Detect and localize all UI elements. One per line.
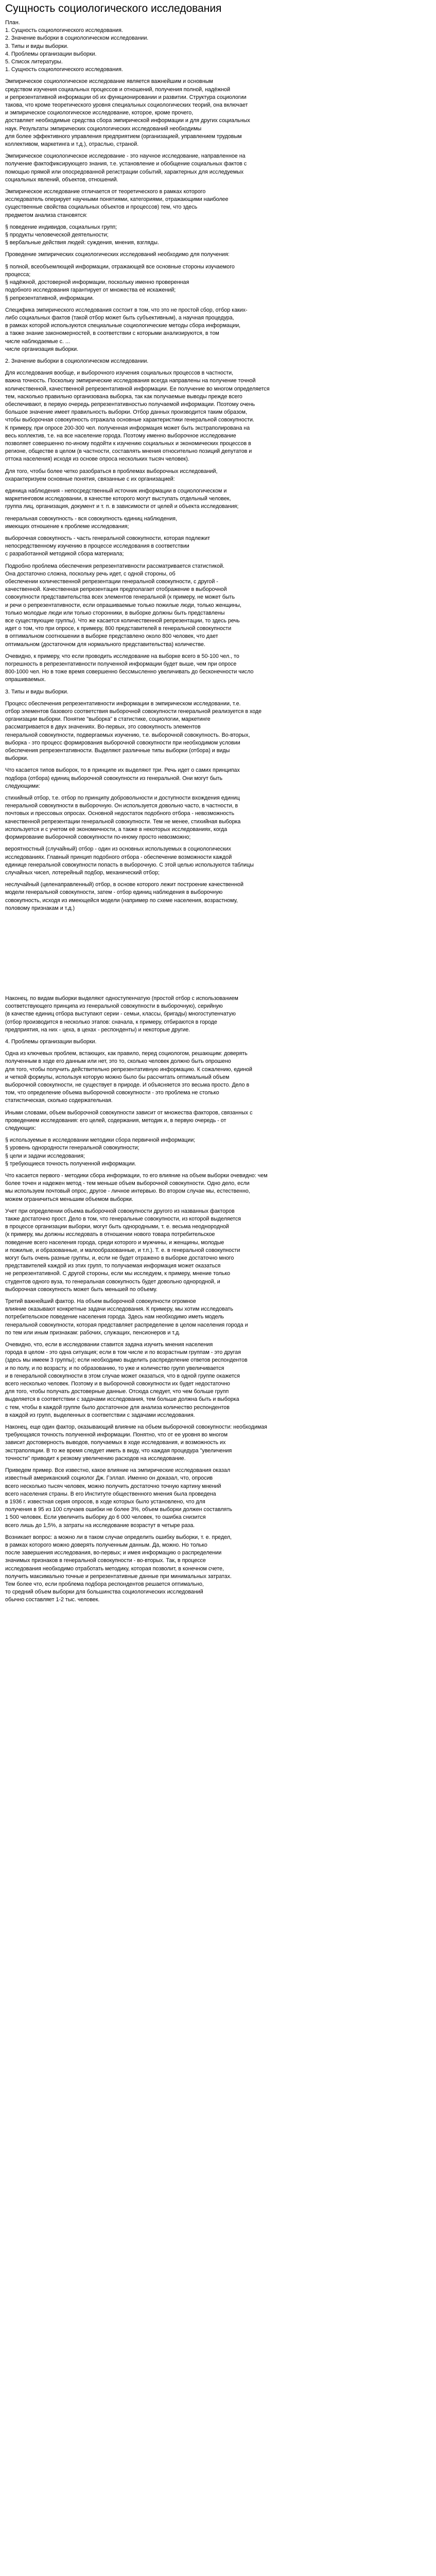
text-line: важна точность. Поскольку эмпирические исследования всегда направлены на получение точной xyxy=(5,378,256,384)
text-line: неслучайный (целенаправленный) отбор, в основе которого лежит построение качественной xyxy=(5,882,243,888)
text-line: могут быть очень разные группы, и, если не будет отражено в выборке достаточно много xyxy=(5,1255,234,1262)
text-line: выборочная совокупность может быть меньшей по объему. xyxy=(5,1286,158,1293)
text-line: города в целом - это одна ситуация; если в том числе и по возрастным группам - это другая xyxy=(5,1349,241,1356)
text-line: доставляет необходимые средства сбора эмпирической информации и для других социальных xyxy=(5,117,250,124)
text-line: студентов одного вуза, то генеральная совокупность будет довольно однородной, и xyxy=(5,1278,220,1285)
text-line: представителей каждой из этих групп, то получаемая информация может оказаться xyxy=(5,1263,221,1269)
text-line: половому признакам и т.д.) xyxy=(5,905,75,911)
paragraph xyxy=(5,1341,431,1419)
text-line: генеральной совокупности, подвергаемых изучению, т.е. выборочной совокупность. Во-вторых, xyxy=(5,732,250,738)
paragraph xyxy=(5,1050,431,1105)
text-line: Проведение эмпирических социологических исследований необходимо для получения: xyxy=(5,251,230,258)
text-line: вероятностный (случайный) отбор - один из основных используемых в социологических xyxy=(5,846,231,853)
text-line: Возникает вопрос: а можно ли в таком случае определить ошибку выборки, т. е. предел, xyxy=(5,1534,232,1540)
list-item: § надёжной, достоверной информации, поскольку именно проверенная xyxy=(5,279,189,286)
text-line: либо социальных фактов (такой отбор может быть субъективным), а научная процедура, xyxy=(5,314,234,321)
text-line: всего несколько тысяч человек, можно получить достаточно точную картину мнений xyxy=(5,1483,221,1489)
list-item: подобного исследования гарантирует от множества её искажений; xyxy=(5,287,176,294)
text-line: потребительское поведение населения города. Здесь нам необходимо иметь модель xyxy=(5,1314,224,1320)
text-line: тем, насколько правильно организована выборка, так как получаемые выводы прежде всего xyxy=(5,393,242,400)
text-line: соответствующего принципа из генеральной совокупности в выборочную), серийную xyxy=(5,1003,223,1010)
text-line: всего лишь до 1,5%, а затраты на исследование возрастут в четыре раза. xyxy=(5,1522,195,1529)
document-body-lower xyxy=(5,995,431,1604)
text-line: проведением исследования: его целей, содержания, методик и, в первую очередь - от xyxy=(5,1117,226,1124)
text-line: помощью прямой или опосредованной регистрации событий, характерных для исследуемых xyxy=(5,168,244,175)
text-line: средством изучения социальных процессов и отношений, получения полной, надёжной xyxy=(5,86,231,93)
paragraph xyxy=(5,1172,431,1204)
text-line: Она достаточно сложна, поскольку речь идет, с одной стороны, об xyxy=(5,570,176,577)
paragraph xyxy=(5,995,431,1034)
list-item: 2. Значение выборки в социологическом исследовании. xyxy=(5,35,149,42)
list-item: § требующиеся точность полученной информации. xyxy=(5,1160,136,1167)
text-line: подбора (отбора) единиц выборочной совокупности из генеральной. Они могут быть xyxy=(5,775,223,782)
text-line: числе наблюдаемые с. ... xyxy=(5,338,70,345)
text-line: получение фактофиксирующего знания, т.е. установление и обобщение социальных фактов с xyxy=(5,161,247,167)
paragraph xyxy=(5,653,431,684)
paragraph xyxy=(5,563,431,649)
list-item: 1. Сущность социологического исследования. xyxy=(5,66,123,73)
text-line: все существующие группы). Что же касается количественной репрезентации, то здесь речь xyxy=(5,618,240,624)
text-line: совокупности представительства всех элементов генеральной (к примеру, не может быть xyxy=(5,594,235,601)
text-line: и четкой формулы, используя которую можно было бы рассчитать оптимальный объем xyxy=(5,1074,230,1080)
text-line: 1 500 человек. Если увеличить выборку до 6 000 человек, то ошибка снизится xyxy=(5,1514,206,1521)
paragraph xyxy=(5,307,431,353)
text-line: полученным в ходе его данным или нет, это то, сколько человек должно быть опрошено xyxy=(5,1058,231,1065)
text-line: следующих: xyxy=(5,1125,36,1131)
text-line: рассматривается в двух значениях. Во-первых, это совокупность элементов xyxy=(5,724,201,731)
text-line: более точен и надежен метод - тем меньше объем выборочной совокупности. Одно дело, если xyxy=(5,1180,250,1187)
text-line: статистическая, сколько содержательная. xyxy=(5,1097,113,1104)
text-line: в 1936 г. известная серия опросов, в ходе которых было установлено, что для xyxy=(5,1498,205,1505)
paragraph xyxy=(5,358,431,365)
text-line: оптимальном (достаточном для нормального представительства) количестве. xyxy=(5,641,205,648)
text-line: зависит достоверность выводов, получаемых в ходе исследования, и возможность их xyxy=(5,1439,226,1446)
list-item: § цели и задачи исследования; xyxy=(5,1153,85,1159)
text-line: Процесс обеспечения репрезентативности информации в эмпирическом исследовании, т.е. xyxy=(5,700,241,707)
list-item: План. xyxy=(5,20,20,26)
text-line: опрашиваемых. xyxy=(5,676,46,683)
paragraph xyxy=(5,1467,431,1530)
text-line: всего населения страны. В его Институте общественного мнения была проведена xyxy=(5,1490,216,1497)
text-line: обеспечивают, в первую очередь репрезентативностью получаемой информации. Поэтому очень xyxy=(5,401,255,408)
paragraph xyxy=(5,767,431,790)
text-line: выборка - это процесс формирования выборочной совокупности при необходимом условии xyxy=(5,739,240,746)
text-line: и пожилые, и образованные, и малообразованные, и т.п.). Т. е. в генеральной совокупности xyxy=(5,1247,240,1253)
text-line: исследования необходимо отработать методику, которая позволит, в конечном счете, xyxy=(5,1565,224,1572)
paragraph xyxy=(5,1038,431,1046)
text-line: качественной. Качественная репрезентация предполагает отображение в выборочной xyxy=(5,586,227,593)
text-line: наук. Результаты эмпирических социологических исследований необходимы xyxy=(5,125,202,132)
text-line: в рамках которой используются специальные социологические методы сбора информации, xyxy=(5,323,241,329)
text-line: для того, чтобы получить действительно репрезентативную информацию. К сожалению, единой xyxy=(5,1066,253,1073)
list-item: 1. Сущность социологического исследования. xyxy=(5,27,123,34)
paragraph xyxy=(5,1423,431,1463)
text-line: идет о том, что при опросе, к примеру, 800 представителей в генеральной совокупности xyxy=(5,625,232,632)
text-line: Для исследования вообще, и выборочного изучения социальных процессов в частности, xyxy=(5,370,234,377)
text-line: Что касается типов выборок, то в принципе их выделяют три. Речь идет о самих принципах xyxy=(5,767,240,774)
text-line: точности" приводит к резкому увеличению расходов на исследование. xyxy=(5,1455,186,1462)
text-line: то средний объем выборки для большинства социологических исследований xyxy=(5,1589,203,1596)
text-line: исследованиях. Главный принцип подобного отбора - обеспечение возможности каждой xyxy=(5,854,232,860)
page-title: Сущность социологического исследования xyxy=(5,3,222,14)
text-line: охарактеризуем основные понятия, связанные с их организацией: xyxy=(5,476,175,482)
text-line: позволяет совершенно по-иному подойти к изучению социальных и экономических процессов в xyxy=(5,440,251,447)
text-line: для того, чтобы получать достоверные данные. Отсюда следует, что чем больше групп xyxy=(5,1388,229,1395)
document-body-upper xyxy=(5,19,431,912)
paragraph xyxy=(5,1534,431,1604)
text-line: значимых признаков в генеральной совокупности - во-вторых. Так, в процессе xyxy=(5,1557,206,1564)
text-line: (отбор производится в несколько этапов: сначала, к примеру, отбираются в городе xyxy=(5,1019,217,1025)
paragraph xyxy=(5,78,431,148)
blank-gap xyxy=(5,917,431,995)
list-item: § вербальные действия людей: суждения, мнения, взгляды. xyxy=(5,240,159,246)
text-line: Специфика эмпирического исследования состоит в том, что это не простой сбор, отбор каких- xyxy=(5,307,248,313)
text-line: Что касается первого - методики сбора информации, то его влияние на объем выборки очевидно: чем xyxy=(5,1172,268,1179)
text-line: Наконец, еще один фактор, оказывающий влияние на объем выборочной совокупности: необходимая xyxy=(5,1424,267,1431)
text-line: и по полу, и по возрасту, и по образованию, то уже и количество групп увеличивается xyxy=(5,1365,224,1371)
text-line: обычно составляет 1-2 тыс. человек. xyxy=(5,1597,100,1603)
text-line: в оптимальном соотношении в выборке представлено около 800 человек, что дает xyxy=(5,633,218,640)
paragraph xyxy=(5,1208,431,1294)
text-line: отбор элементов базового соответствия выборочной совокупности генеральной реализуется в ходе xyxy=(5,708,262,715)
text-line: Очевидно, к примеру, что если проводить исследование на выборке всего в 50-100 чел., то xyxy=(5,653,239,659)
text-line: выделяется в соответствии с задачами исследования, тем больше должна быть и выборка xyxy=(5,1396,239,1403)
text-line: большое значение имеет правильность выборки. Отбор данных производится таким образом, xyxy=(5,409,247,416)
text-line: (в качестве единиц отбора выступают серии - семьи, классы, бригады) многоступенчатую xyxy=(5,1011,236,1018)
text-line: требующаяся точность полученной информации. Понятно, что от ее уровня во многом xyxy=(5,1432,228,1438)
text-line: чтобы выборочная совокупность отражала основные характеристики генеральной совокупности. xyxy=(5,417,254,423)
paragraph xyxy=(5,251,431,259)
text-line: организации выборки. Понятие "выборка" в статистике, социологии, маркетинге xyxy=(5,716,211,723)
text-line: не репрезентативной. С другой стороны, если мы исследуем, к примеру, мнение только xyxy=(5,1270,231,1277)
list-item: § полной, всеобъемлющей информации, отражающей все основные стороны изучаемого xyxy=(5,263,235,270)
text-line: Наконец, по видам выборки выделяют одноступенчатую (простой отбор с использованием xyxy=(5,995,238,1002)
text-line: Подробно проблема обеспечения репрезентативности рассматривается статистикой. xyxy=(5,563,224,569)
text-line: 4. Проблемы организации выборки. xyxy=(5,1038,97,1045)
text-line: и эмпирическое социологическое исследование, которое, кроме прочего, xyxy=(5,110,194,116)
list-item: 3. Типы и виды выборки. xyxy=(5,43,68,49)
text-line: выборки. xyxy=(5,755,28,762)
text-line: погрешность в репрезентативности полученной информации будет выше, чем при опросе xyxy=(5,661,237,668)
paragraph xyxy=(5,688,431,696)
text-line: единица наблюдения - непосредственный источник информации в социологическом и xyxy=(5,487,227,494)
text-line: генеральной совокупности в выборочную. Он используется довольно часто, в частности, в xyxy=(5,803,238,809)
list-item: § уровень однородности генеральной совокупности; xyxy=(5,1145,139,1151)
text-line: с разработанной методикой сбора материала; xyxy=(5,551,124,557)
list-block xyxy=(5,1137,431,1168)
text-line: в процессе организации выборки, могут быть однородными, т. е. весьма неоднородной xyxy=(5,1224,229,1230)
text-line: К примеру, при опросе 200-300 чел. полученная информация может быть экстраполирована на xyxy=(5,425,250,431)
list-block xyxy=(5,224,431,247)
text-line: Для того, чтобы более четко разобраться в проблемах выборочных исследований, xyxy=(5,468,218,474)
text-line: для более эффективного управления предприятием (организацией, управлением трудовым xyxy=(5,133,242,140)
text-line: выборочная совокупность - часть генеральной совокупности, которая подлежит xyxy=(5,535,210,541)
text-line: с тем, чтобы в каждой группе было достаточное для анализа количество респондентов xyxy=(5,1404,230,1411)
paragraph xyxy=(5,845,431,877)
text-line: исследователь оперирует научными понятиями, категориями, отражающими наиболее xyxy=(5,196,229,203)
list-item: 5. Список литературы. xyxy=(5,59,63,65)
text-line: предприятия, на них - цеха, в цехах - респонденты) и некоторые другие. xyxy=(5,1026,190,1033)
text-line: Иными словами, объем выборочной совокупности зависит от множества факторов, связанных с xyxy=(5,1109,253,1116)
text-line: Очевидно, что, если в исследовании ставится задача изучить мнения населения xyxy=(5,1342,213,1348)
text-line: обеспечения репрезентативности. Выделяют различные типы выборки (отбора) и виды xyxy=(5,748,230,754)
text-line: Приведем пример. Все известно, какое влияние на эмпирические исследования оказал xyxy=(5,1467,231,1474)
paragraph xyxy=(5,794,431,841)
text-line: мы используем почтовый опрос, другое - личное интервью. Во втором случае мы, естественно, xyxy=(5,1188,250,1195)
text-line: социальных явлений, объектов, отношений. xyxy=(5,176,118,183)
list-item: § репрезентативной, информации. xyxy=(5,295,94,301)
text-line: такова, что кроме теоретического уровня специальных социологических теорий, она включает xyxy=(5,102,248,109)
list-item: § продукты человеческой деятельности; xyxy=(5,232,109,239)
text-line: 3. Типы и виды выборки. xyxy=(5,688,68,695)
text-line: экстраполяции. В то же время следует иметь в виду, что каждая процедура "увеличения xyxy=(5,1447,232,1454)
text-line: следующими: xyxy=(5,783,40,789)
list-item: § используемые в исследовании методики сбора первичной информации; xyxy=(5,1137,196,1144)
text-line: качественной репрезентации генеральной совокупности. Тем не менее, стихийная выборка xyxy=(5,818,241,825)
text-line: единице генеральной совокупности попасть в выборочную. С этой целью используются таблицы xyxy=(5,861,254,868)
text-line: числе организация выборки. xyxy=(5,346,79,352)
text-line: группа лиц, организация, документ и т. п. в зависимости от целей и объекта исследования; xyxy=(5,503,239,510)
text-line: весь коллектив, т.е. на все население города. Поэтому именно выборочное исследование xyxy=(5,432,236,439)
list-item: § поведение индивидов, социальных групп; xyxy=(5,224,117,230)
text-line: непосредственному изучению в процессе исследования в соответствии xyxy=(5,543,189,550)
text-line: стихийный отбор, т.е. отбор по принципу добровольности и доступности вхождения единиц xyxy=(5,795,240,802)
text-line: том, что определение объема выборочной совокупности - это проблема не столько xyxy=(5,1090,219,1096)
text-line: Третий важнейший фактор. На объем выборочной совокупности огромное xyxy=(5,1298,196,1305)
paragraph xyxy=(5,152,431,184)
text-line: совокупность, исходя из имеющейся модели (например по схеме населения, возрастному, xyxy=(5,897,238,904)
text-line: Одна из ключевых проблем, встающих, как правило, перед социологом, решающим: доверять xyxy=(5,1050,248,1057)
text-line: и речи о репрезентативности, если опрашиваемые только пожилые люди, только женщины, xyxy=(5,602,241,608)
text-line: генеральная совокупность - вся совокупность единиц наблюдения, xyxy=(5,515,178,522)
text-line: в каждой из групп, выделенных в соответствии с задачами исследования. xyxy=(5,1412,195,1418)
text-line: и репрезентативной информации об их функционировании и развитии. Структура социологии xyxy=(5,94,247,100)
text-line: (к примеру, мы должны исследовать в отношении нового товара потребительское xyxy=(5,1231,215,1238)
text-line: только молодые люди или только сторонники, в выборке должны быть представлены xyxy=(5,609,225,616)
text-line: выборочной совокупности, не существует в природе. И объясняется это весьма просто. Дело в xyxy=(5,1081,250,1088)
text-line: Тем более что, если проблема подбора респондентов решается оптимально, xyxy=(5,1581,204,1587)
text-line: можем ограничиться меньшим объемом выборки. xyxy=(5,1196,133,1202)
text-line: имеющих отношение к проблеме исследования; xyxy=(5,523,129,530)
text-line: после завершения исследования, во-первых; и имея информацию о распределении xyxy=(5,1550,222,1556)
paragraph xyxy=(5,535,431,558)
text-line: количественной, качественной репрезентативной информации. Ее получение во многом определяется xyxy=(5,385,270,392)
text-line: существенные свойства социальных объектов и процессов) тем, что здесь xyxy=(5,204,198,211)
list-block xyxy=(5,19,431,74)
text-line: а также знание закономерностей, в соответствии с которыми анализируются, в том xyxy=(5,330,219,337)
list-item: 4. Проблемы организации выборки. xyxy=(5,50,97,57)
text-line: получения в 95 из 100 случаев ошибки не более 3%, объем выборки должен составлять xyxy=(5,1506,232,1513)
text-line: по тем или иным признакам: рабочих, служащих, пенсионеров и т.д. xyxy=(5,1329,181,1336)
text-line: также достаточно прост. Дело в том, что генеральные совокупности, из которой выделяется xyxy=(5,1216,241,1222)
text-line: известный американский социолог Дж. Гэллап. Именно он доказал, что, опросив xyxy=(5,1475,213,1482)
text-line: в рамках которого можно доверять полученным данным. Да, можно. Но только xyxy=(5,1541,207,1548)
text-line: обеспечении количественной репрезентации генеральной совокупности, с другой - xyxy=(5,579,218,585)
text-line: используется и с учетом её экономичности, а также в некоторых исследованиях, когда xyxy=(5,826,228,833)
text-line: и в генеральной совокупности в этом случае может оказаться, что в одной группе окажется xyxy=(5,1372,240,1379)
list-block xyxy=(5,263,431,302)
text-line: 2. Значение выборки в социологическом исследовании. xyxy=(5,358,149,364)
text-line: оттока населения) исходя из основе опроса нескольких тысяч человек). xyxy=(5,456,189,463)
text-line: Эмпирическое социологическое исследование - это научное исследование, направленное на xyxy=(5,153,246,160)
text-line: формирование выборочной совокупности по-иному просто невозможно; xyxy=(5,834,191,841)
paragraph xyxy=(5,700,431,763)
paragraph xyxy=(5,468,431,483)
text-line: коллективом, маркетинга и т.д.), отраслью, страной. xyxy=(5,141,139,148)
paragraph xyxy=(5,487,431,511)
text-line: маркетинговом исследовании, в качестве которого могут выступать отдельный человек, xyxy=(5,496,231,502)
text-line: генеральной совокупности, которая представляет распределение в целом населения города и xyxy=(5,1321,248,1328)
text-line: 800-1000 чел. Но в тоже время совершенно бессмысленно увеличивать до бесконечности число xyxy=(5,669,254,675)
text-line: поведение всего населения города, среди которого и мужчины, и женщины, молодые xyxy=(5,1239,224,1246)
paragraph xyxy=(5,369,431,463)
text-line: случайных чисел, лотерейный подбор, механический отбор; xyxy=(5,869,160,876)
paragraph xyxy=(5,1298,431,1337)
paragraph xyxy=(5,881,431,912)
text-line: Учет при определении объема выборочной совокупности другого из названных факторов xyxy=(5,1208,235,1214)
text-line: получить максимально точные и репрезентативные данные при минимальных затратах. xyxy=(5,1573,232,1580)
text-line: почтовых и прессовых опросах. Основной недостаток подобного отбора - невозможность xyxy=(5,810,235,817)
paragraph xyxy=(5,188,431,219)
text-line: модели генеральной совокупности, затем - отбор единиц наблюдения в выборочную xyxy=(5,889,223,896)
text-line: (здесь мы имеем 3 группы); если необходимо выделить распределение ответов респондентов xyxy=(5,1357,248,1364)
text-line: влияние оказывают конкретные задачи исследования. К примеру, мы хотим исследовать xyxy=(5,1306,233,1313)
list-item: процесса; xyxy=(5,271,31,278)
text-line: предметом анализа становятся: xyxy=(5,212,88,218)
paragraph xyxy=(5,1109,431,1133)
paragraph xyxy=(5,515,431,531)
text-line: всего несколько человек. Поэтому и в выборочной совокупности их будет недостаточно xyxy=(5,1381,230,1387)
text-line: Эмпирическое исследование отличается от теоретического в рамках которого xyxy=(5,189,206,195)
text-line: регионе, обществе в целом (в частности, составлять мнения относительно позиций депутатов и xyxy=(5,448,252,455)
text-line: Эмпирическое социологическое исследование является важнейшим и основным xyxy=(5,78,213,85)
